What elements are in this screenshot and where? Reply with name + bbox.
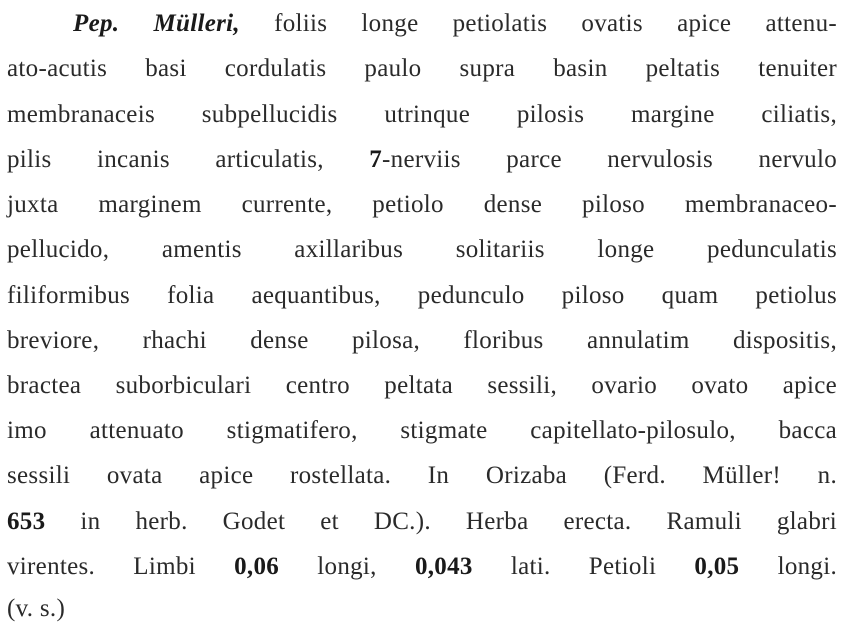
text-line: filiformibus folia aequantibus, pedunculo piloso quam petiolus xyxy=(7,282,837,309)
species-name: Pep. Mülleri, xyxy=(73,10,240,37)
text-span: virentes. Limbi xyxy=(7,553,235,580)
text-line: membranaceis subpellucidis utrinque pilosis margine ciliatis, xyxy=(7,101,837,128)
text-span: longi. xyxy=(739,553,838,580)
text-line: breviore, rhachi dense pilosa, floribus annulatim dispositis, xyxy=(7,327,837,354)
text-line: sessili ovata apice rostellata. In Orizaba (Ferd. Müller! n. xyxy=(7,462,837,489)
text-line xyxy=(73,9,837,39)
text-span: longi, xyxy=(279,553,415,580)
measurement-value: 0,043 xyxy=(414,553,473,580)
text-span: in herb. Godet et DC.). Herba erecta. Ramuli glabri xyxy=(45,508,837,535)
text-line: imo attenuato stigmatifero, stigmate capitellato-pilosulo, bacca xyxy=(7,417,837,444)
measurement-value: 0,05 xyxy=(694,553,740,580)
specimen-number: 653 xyxy=(7,508,46,535)
text-span: -nerviis parce nervulosis nervulo xyxy=(382,146,837,173)
text-line: bractea suborbiculari centro peltata sessili, ovario ovato apice xyxy=(7,372,837,399)
text-span: foliis longe petiolatis ovatis apice attenu- xyxy=(239,10,837,37)
text-line: (v. s.) xyxy=(7,595,66,622)
text-span: lati. Petioli xyxy=(472,553,695,580)
text-line xyxy=(7,145,837,175)
numeral: 7 xyxy=(369,146,383,173)
text-line: pellucido, amentis axillaribus solitariis longe pedunculatis xyxy=(7,236,837,263)
text-line xyxy=(7,552,837,582)
text-line xyxy=(7,507,837,537)
measurement-value: 0,06 xyxy=(234,553,280,580)
text-span: pilis incanis articulatis, xyxy=(7,146,370,173)
text-line: juxta marginem currente, petiolo dense piloso membranaceo- xyxy=(7,191,837,218)
text-line: ato-acutis basi cordulatis paulo supra basin peltatis tenuiter xyxy=(7,55,837,82)
